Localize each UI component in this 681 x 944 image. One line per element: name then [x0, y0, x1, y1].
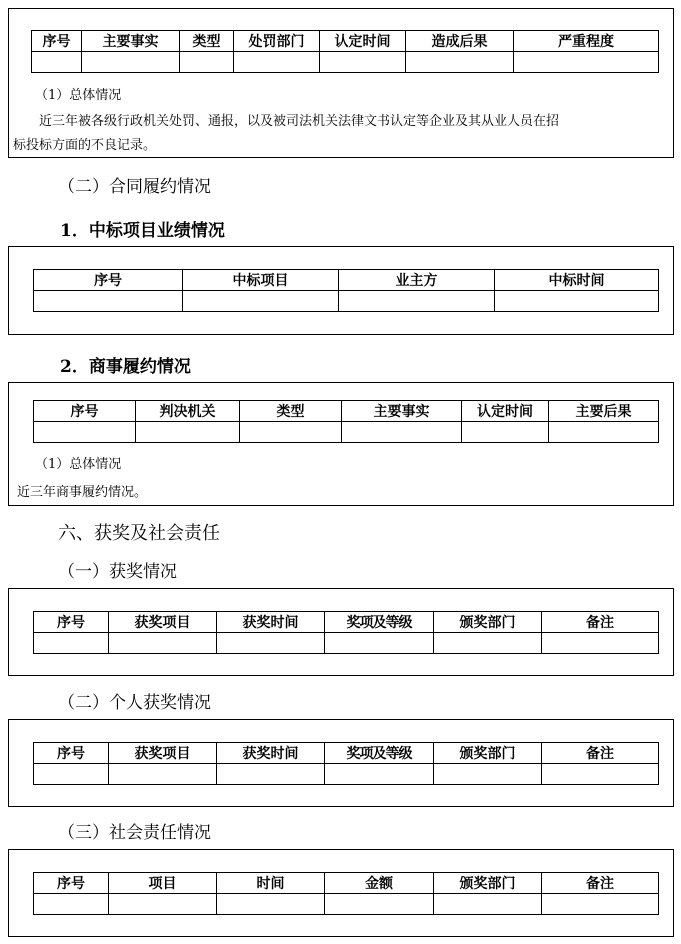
contract-heading: （二）合同履约情况	[58, 177, 211, 197]
col-header: 类型	[240, 401, 342, 422]
col-header: 序号	[34, 743, 109, 764]
awards-sub1-heading: （一）获奖情况	[58, 562, 177, 582]
commercial-body: 近三年商事履约情况。	[17, 485, 148, 500]
social-responsibility-table	[33, 872, 659, 915]
table-cell[interactable]	[462, 422, 549, 443]
table-cell[interactable]	[136, 422, 240, 443]
col-header: 获奖项目	[109, 612, 217, 633]
col-header: 严重程度	[514, 31, 659, 52]
social-responsibility-box	[8, 849, 674, 937]
col-header: 主要事实	[342, 401, 462, 422]
col-header: 序号	[34, 270, 183, 291]
table-cell[interactable]	[434, 764, 542, 785]
col-header: 处罚部门	[234, 31, 320, 52]
table-cell[interactable]	[240, 422, 342, 443]
table-cell[interactable]	[542, 894, 659, 915]
overall-subtitle: （1）总体情况	[35, 88, 122, 103]
table-cell[interactable]	[34, 633, 109, 654]
table-row	[32, 52, 659, 73]
table-cell[interactable]	[109, 764, 217, 785]
table-cell[interactable]	[542, 633, 659, 654]
col-header: 造成后果	[406, 31, 514, 52]
awards-sub2-heading: （二）个人获奖情况	[58, 693, 211, 713]
col-header: 主要后果	[549, 401, 659, 422]
table-cell[interactable]	[514, 52, 659, 73]
col-header: 中标项目	[183, 270, 339, 291]
col-header: 时间	[217, 873, 325, 894]
personal-awards-table	[33, 742, 659, 785]
table-header-row	[34, 873, 659, 894]
awards-heading: 六、获奖及社会责任	[58, 523, 220, 544]
col-header: 颁奖部门	[434, 612, 542, 633]
table-row	[34, 291, 659, 312]
table-cell[interactable]	[32, 52, 82, 73]
table-cell[interactable]	[109, 894, 217, 915]
col-header: 获奖时间	[217, 612, 325, 633]
personal-awards-box	[8, 719, 674, 807]
table-cell[interactable]	[549, 422, 659, 443]
table-header-row	[34, 401, 659, 422]
col-header: 序号	[34, 612, 109, 633]
table-cell[interactable]	[325, 894, 434, 915]
awards-box	[8, 588, 674, 676]
col-header: 备注	[542, 743, 659, 764]
col-header: 认定时间	[462, 401, 549, 422]
commercial-box	[8, 382, 674, 506]
col-header: 类型	[180, 31, 234, 52]
col-header: 奖项及等级	[325, 743, 434, 764]
col-header: 认定时间	[320, 31, 406, 52]
table-cell[interactable]	[217, 894, 325, 915]
table-header-row	[32, 31, 659, 52]
table-cell[interactable]	[217, 633, 325, 654]
col-header: 金额	[325, 873, 434, 894]
table-cell[interactable]	[217, 764, 325, 785]
table-cell[interactable]	[339, 291, 495, 312]
table-cell[interactable]	[234, 52, 320, 73]
col-header: 奖项及等级	[325, 612, 434, 633]
table-cell[interactable]	[495, 291, 659, 312]
table-cell[interactable]	[34, 894, 109, 915]
commercial-subtitle: （1）总体情况	[35, 457, 122, 472]
col-header: 主要事实	[82, 31, 180, 52]
table-row	[34, 894, 659, 915]
table-cell[interactable]	[434, 633, 542, 654]
bid-projects-table	[33, 269, 659, 312]
table-header-row	[34, 743, 659, 764]
commercial-heading: 2．商事履约情况	[60, 357, 191, 377]
table-cell[interactable]	[325, 633, 434, 654]
col-header: 获奖项目	[109, 743, 217, 764]
col-header: 业主方	[339, 270, 495, 291]
table-header-row	[34, 612, 659, 633]
col-header: 中标时间	[495, 270, 659, 291]
bid-projects-box	[8, 246, 674, 335]
col-header: 颁奖部门	[434, 743, 542, 764]
table-cell[interactable]	[542, 764, 659, 785]
bid-projects-heading: 1．中标项目业绩情况	[60, 221, 225, 241]
col-header: 获奖时间	[217, 743, 325, 764]
col-header: 项目	[109, 873, 217, 894]
col-header: 备注	[542, 612, 659, 633]
table-cell[interactable]	[320, 52, 406, 73]
awards-sub3-heading: （三）社会责任情况	[58, 823, 211, 843]
table-cell[interactable]	[325, 764, 434, 785]
table-cell[interactable]	[34, 422, 136, 443]
penalty-section-box	[8, 8, 674, 158]
penalty-table	[31, 30, 659, 73]
table-cell[interactable]	[342, 422, 462, 443]
overall-body-line2: 标投标方面的不良记录。	[13, 138, 157, 153]
col-header: 判决机关	[136, 401, 240, 422]
table-cell[interactable]	[34, 291, 183, 312]
table-cell[interactable]	[34, 764, 109, 785]
table-cell[interactable]	[109, 633, 217, 654]
table-row	[34, 422, 659, 443]
table-row	[34, 633, 659, 654]
table-header-row	[34, 270, 659, 291]
col-header: 颁奖部门	[434, 873, 542, 894]
table-cell[interactable]	[183, 291, 339, 312]
overall-body-line1: 近三年被各级行政机关处罚、通报，以及被司法机关法律文书认定等企业及其从业人员在招	[39, 114, 560, 129]
col-header: 序号	[34, 401, 136, 422]
table-cell[interactable]	[406, 52, 514, 73]
table-cell[interactable]	[434, 894, 542, 915]
col-header: 序号	[34, 873, 109, 894]
table-row	[34, 764, 659, 785]
awards-table	[33, 611, 659, 654]
table-cell[interactable]	[180, 52, 234, 73]
table-cell[interactable]	[82, 52, 180, 73]
commercial-table	[33, 400, 659, 443]
col-header: 序号	[32, 31, 82, 52]
col-header: 备注	[542, 873, 659, 894]
